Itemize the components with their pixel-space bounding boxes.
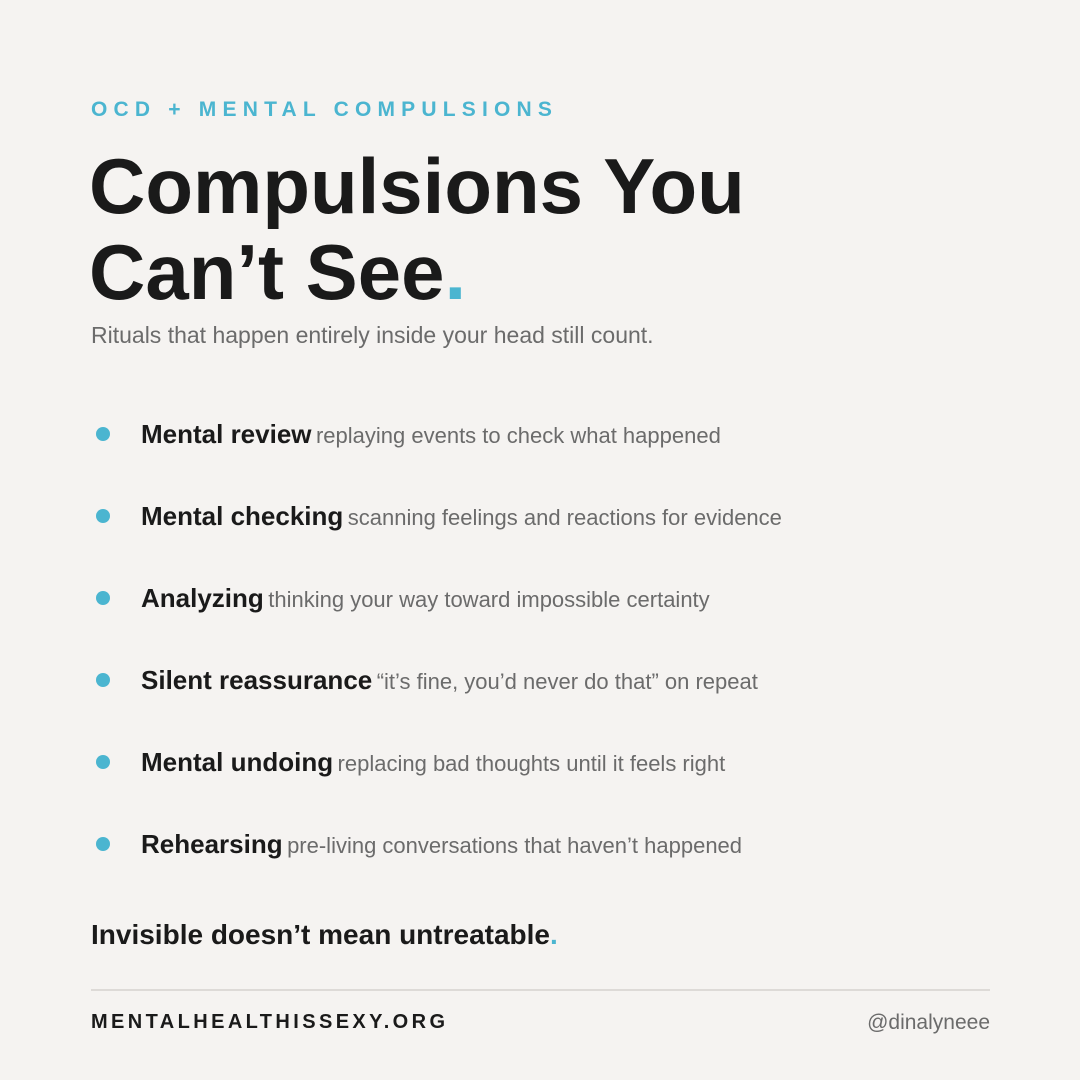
- item-description: replacing bad thoughts until it feels right: [337, 751, 726, 776]
- list-item-text: [141, 418, 721, 455]
- item-description: scanning feelings and reactions for evidence: [347, 505, 782, 530]
- list-item-text: [141, 582, 710, 619]
- title-line-2: [89, 229, 989, 315]
- list-item-text: [141, 828, 742, 865]
- list-item: [96, 496, 996, 536]
- website-link[interactable]: MENTALHEALTHISSEXY.ORG: [91, 1011, 449, 1033]
- title-accent-dot: .: [444, 228, 467, 316]
- list-item: [96, 414, 996, 454]
- closing-accent-dot: .: [550, 919, 558, 950]
- item-term: Mental review: [141, 419, 312, 449]
- item-term: Silent reassurance: [141, 665, 373, 695]
- page-title: [89, 143, 989, 315]
- item-term: Rehearsing: [141, 829, 283, 859]
- bullet-dot-icon: [96, 427, 110, 441]
- item-term: Mental checking: [141, 501, 344, 531]
- item-description: “it’s fine, you’d never do that” on repeat: [376, 669, 758, 694]
- list-item-text: [141, 664, 758, 701]
- list-item-text: [141, 746, 725, 783]
- bullet-dot-icon: [96, 673, 110, 687]
- item-description: replaying events to check what happened: [315, 423, 721, 448]
- eyebrow-label: OCD + MENTAL COMPULSIONS: [91, 98, 559, 121]
- item-description: thinking your way toward impossible certainty: [268, 587, 710, 612]
- subtitle: Rituals that happen entirely inside your head still count.: [91, 322, 654, 348]
- item-term: Analyzing: [141, 583, 264, 613]
- closing-text: Invisible doesn’t mean untreatable: [91, 919, 551, 950]
- bullet-dot-icon: [96, 509, 110, 523]
- list-item: [96, 742, 996, 782]
- bullet-dot-icon: [96, 755, 110, 769]
- item-term: Mental undoing: [141, 747, 334, 777]
- list-item: [96, 660, 996, 700]
- item-description: pre-living conversations that haven’t happened: [287, 833, 743, 858]
- list-item: [96, 578, 996, 618]
- list-item: [96, 824, 996, 864]
- social-handle[interactable]: @dinalyneee: [867, 1011, 990, 1034]
- title-line-1: Compulsions You: [89, 142, 745, 230]
- footer-divider: [91, 989, 990, 991]
- bullet-dot-icon: [96, 837, 110, 851]
- title-line-2-text: Can’t See: [89, 228, 445, 316]
- list-item-text: [141, 500, 782, 537]
- closing-statement: [91, 919, 558, 951]
- bullet-dot-icon: [96, 591, 110, 605]
